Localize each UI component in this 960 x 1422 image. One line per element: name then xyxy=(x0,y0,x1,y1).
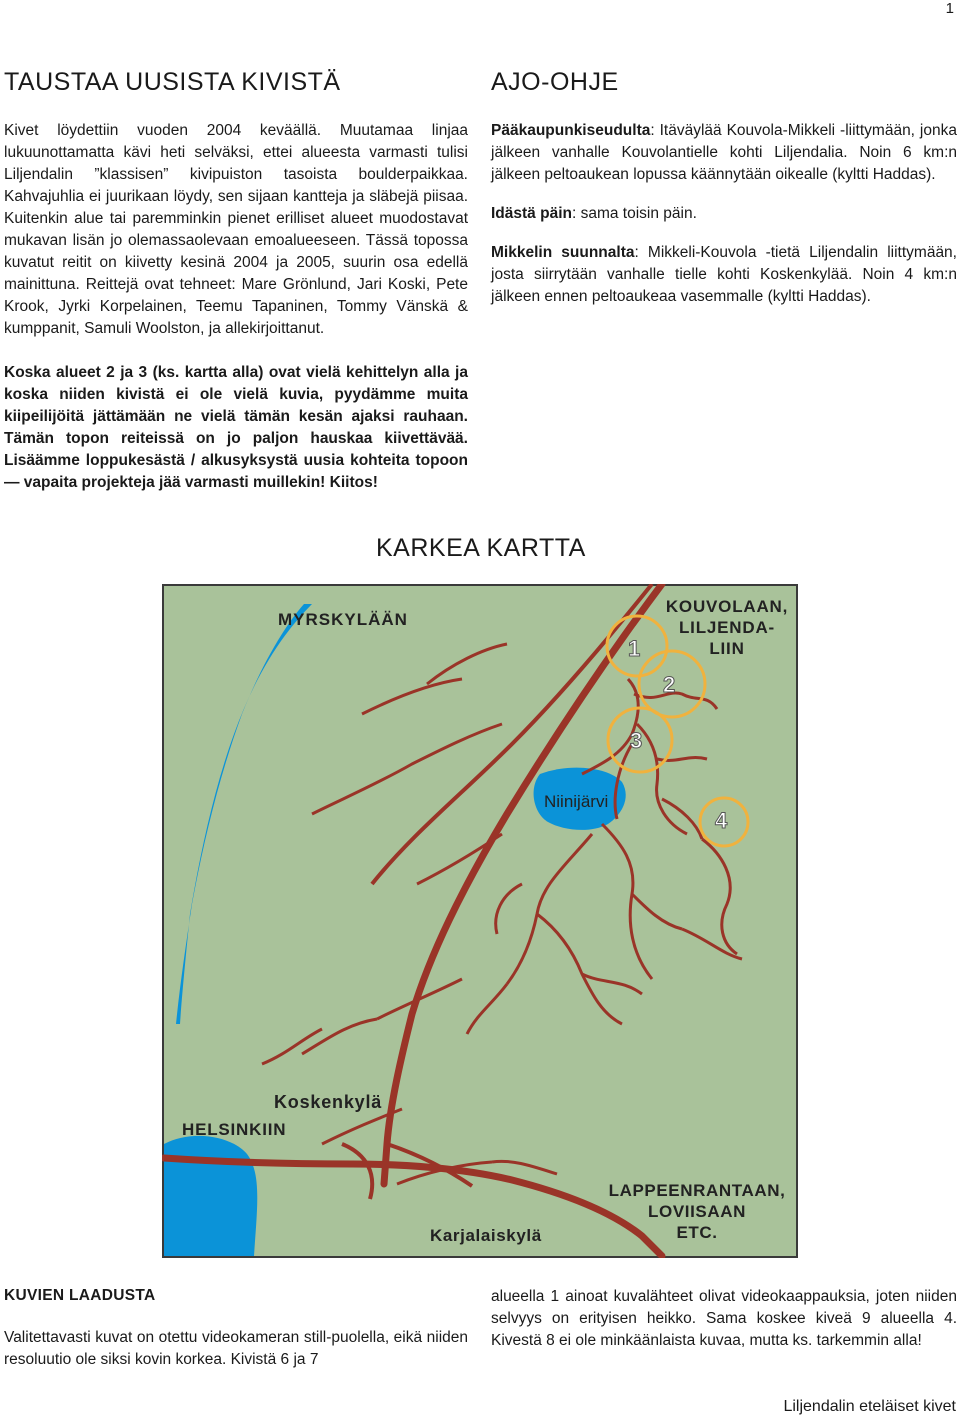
direction-label: Pääkaupunkiseudulta xyxy=(491,122,651,139)
direction-text: : Mikkeli-Kouvola -tietä Liljendalin liittymään, josta siirrytään vanhalle tielle kohti Koskenkylää. Noin 4 km:n jälkeen ennen peltoaukeaa vasemmalle (kyltti Haddas). xyxy=(491,244,957,305)
label-kouvolaan-line: KOUVOLAAN, xyxy=(665,597,789,616)
section-title-background: TAUSTAA UUSISTA KIVISTÄ xyxy=(4,68,341,96)
area-label-1: 1 xyxy=(628,636,641,661)
label-lappeenrantaan-line: LAPPEENRANTAAN, xyxy=(608,1181,786,1200)
map-title: KARKEA KARTTA xyxy=(376,534,586,562)
area-label-4: 4 xyxy=(715,808,728,833)
footer-title: Liljendalin eteläiset kivet xyxy=(783,1398,956,1415)
label-kouvolaan-line: LILJENDA- xyxy=(679,618,775,637)
background-paragraph: Kivet löydettiin vuoden 2004 keväällä. Muutamaa linjaa lukuunottamatta kävi heti selväksi, ettei alueesta varmasti tulisi Liljendalin ”klassisen” kivipuiston tasoista boulderpaikkaa. Kahvajuhlia ei juurikaan löydy, sen sijaan kantteja ja släbejä piisaa. Kuitenkin alue tai paremminkin pienet erilliset alueet muodostavat mukavan lisän jo olemassaolevaan emoalueeseen. Tässä topossa kuvatut reitit on kiivetty kesinä 2004 ja 2005, suurin osa edellä mainittuna. Reittejä ovat tehneet: Mare Grönlund, Jari Koski, Pete Krook, Jyrki Korpelainen, Teemu Tapaninen, Tommy Vänskä & kumppanit, Samuli Woolston, ja allekirjoittanut. xyxy=(4,122,468,337)
label-niinijarvi: Niinijärvi xyxy=(544,792,609,811)
direction-item xyxy=(491,242,957,308)
section-title-directions: AJO-OHJE xyxy=(491,68,619,96)
direction-item xyxy=(491,203,957,225)
label-koskenkyla: Koskenkylä xyxy=(274,1092,383,1112)
rough-map xyxy=(162,584,798,1258)
label-lappeenrantaan-line: ETC. xyxy=(676,1223,718,1242)
label-myrskylaan: MYRSKYLÄÄN xyxy=(278,610,408,629)
quality-text-left: Valitettavasti kuvat on otettu videokameran still-puolella, eikä niiden resoluutio ole siksi kovin korkea. Kivistä 6 ja 7 xyxy=(4,1329,468,1368)
bottom-left xyxy=(4,1287,468,1371)
left-column xyxy=(4,68,468,494)
label-lappeenrantaan-line: LOVIISAAN xyxy=(648,1202,746,1221)
label-kouvolaan xyxy=(662,596,792,659)
map-svg xyxy=(162,584,798,1258)
direction-label: Idästä päin xyxy=(491,205,572,222)
quality-text-right: alueella 1 ainoat kuvalähteet olivat videokaappauksia, joten niiden selvyys on erityisen heikko. Sama koskee kiveä 9 alueella 4. Kivestä 8 ei ole minkäänlaista kuvaa, mutta ks. tarkemmin alla! xyxy=(491,1288,957,1349)
direction-text: : sama toisin päin. xyxy=(571,205,697,222)
direction-text: : Itäväylää Kouvola-Mikkeli -liittymään, jonka jälkeen vanhalle Kouvolantielle kohti Liljendalia. Noin 6 km:n jälkeen peltoaukean lopussa käännytään oikealle (kyltti Haddas). xyxy=(491,122,957,183)
direction-label: Mikkelin suunnalta xyxy=(491,244,635,261)
area-label-2: 2 xyxy=(663,672,676,697)
bottom-right xyxy=(491,1286,957,1352)
area-label-3: 3 xyxy=(630,728,643,753)
page-number: 1 xyxy=(945,0,954,17)
right-column xyxy=(491,68,957,325)
map-land xyxy=(163,585,797,1257)
sea xyxy=(164,1136,257,1256)
label-lappeenrantaan xyxy=(602,1180,792,1243)
direction-item xyxy=(491,120,957,186)
directions-list xyxy=(491,120,957,308)
label-kouvolaan-line: LIIN xyxy=(709,639,745,658)
label-helsinkiin: HELSINKIIN xyxy=(182,1120,287,1139)
quality-heading: KUVIEN LAADUSTA xyxy=(4,1287,156,1304)
label-karjalaiskyla: Karjalaiskylä xyxy=(430,1226,542,1245)
notice-paragraph: Koska alueet 2 ja 3 (ks. kartta alla) ovat vielä kehittelyn alla ja koska niiden kivistä ei ole vielä kuvia, pyydämme muita kiipeilijöitä jättämään ne vielä tämän kesän ajaksi rauhaan. Tämän topon reiteissä on jo paljon hauskaa kiivettävää. Lisäämme loppukesästä / alkusyksystä uusia kohteita topoon — vapaita projekteja jää varmasti muillekin! Kiitos! xyxy=(4,364,468,491)
